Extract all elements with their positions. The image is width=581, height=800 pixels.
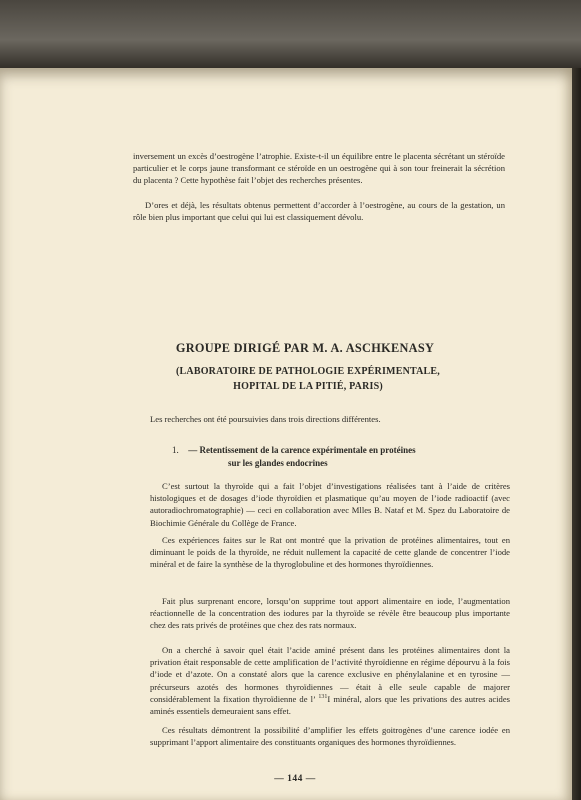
intro-paragraph-2: D’ores et déjà, les résultats obtenus permettent d’accorder à l’oestrogène, au cours de la gestation, un rôle bien plus important que celui qui lui est classiquement dévolu. [133,200,505,223]
section-1-paragraph-1: C’est surtout la thyroïde qui a fait l’objet d’investigations réalisées tant à l’aide de critères histologiques et de dosages d’iode thyroïdien et plasmatique qu’au moyen de l’iode radioactif (avec autoradiochromatographie) — ceci en collaboration avec Mlles B. Nataf et M. Spez du Laboratoire de Biochimie Générale du Collège de France. [150,481,510,528]
group-subtitle-line1: (LABORATOIRE DE PATHOLOGIE EXPÉRIMENTALE, [176,366,440,377]
group-title: GROUPE DIRIGÉ PAR M. A. ASCHKENASY [175,341,435,355]
section-1-number: 1. [172,445,179,455]
intro-paragraph-1: inversement un excès d’oestrogène l’atrophie. Existe-t-il un équilibre entre le placenta sécrétant un stéroïde particulier et le corps jaune transformant ce stéroïde en un oestrogène qui à son tour freinerait la sécrétion du placenta ? Cette hypothèse fait l’objet des recherches présentes. [133,151,505,186]
group-subtitle [158,364,458,394]
section-1-paragraph-2: Ces expériences faites sur le Rat ont montré que la privation de protéines alimentaires, tout en diminuant le poids de la thyroïde, ne réduit nullement la capacité de cette glande de concentrer l’iode minéral et de faire la synthèse de la thyroglobuline et des hormones thyroïdiennes. [150,535,510,570]
section-1-paragraph-4 [150,644,510,717]
section-1-paragraph-4-part-a: On a cherché à savoir quel était l’acide aminé présent dans les protéines alimentaires dont la privation était responsable de cette amplification de l’activité thyroïdienne en régime dépourvu à la fois d’iode et d’azote. On a constaté alors que la carence exclusive en phénylalanine et en tyrosine — précurseurs azotés des hormones thyroïdiennes — était à elle seule capable de majorer considérablement la fixation thyroïdienne de l’ [150,645,510,704]
document-page [0,68,572,800]
isotope-superscript: 131 [318,693,328,700]
section-1-title-line2: sur les glandes endocrines [228,457,328,468]
section-1-title-line1: — Retentissement de la carence expérimentale en protéines [188,445,416,455]
group-lead: Les recherches ont été poursuivies dans trois directions différentes. [150,414,381,424]
section-1-heading [172,444,502,469]
page-edge-shadow [572,68,581,800]
section-1-paragraph-5: Ces résultats démontrent la possibilité d’amplifier les effets goitrogènes d’une carence iodée en supprimant l’apport alimentaire des constituants organiques des hormones thyroïdiennes. [150,725,510,748]
page-number: — 144 — [274,774,316,784]
section-1-paragraph-3: Fait plus surprenant encore, lorsqu’on supprime tout apport alimentaire en iode, l’augmentation réactionnelle de la concentration des iodures par la thyroïde se révèle être beaucoup plus importante chez des rats privés de protéines que chez des rats normaux. [150,596,510,631]
group-subtitle-line2: HOPITAL DE LA PITIÉ, PARIS) [233,381,383,392]
section-1-paragraph-4-part-b: I minéral, alors que les privations des autres acides aminés essentiels demeuraient sans effet. [150,693,511,717]
